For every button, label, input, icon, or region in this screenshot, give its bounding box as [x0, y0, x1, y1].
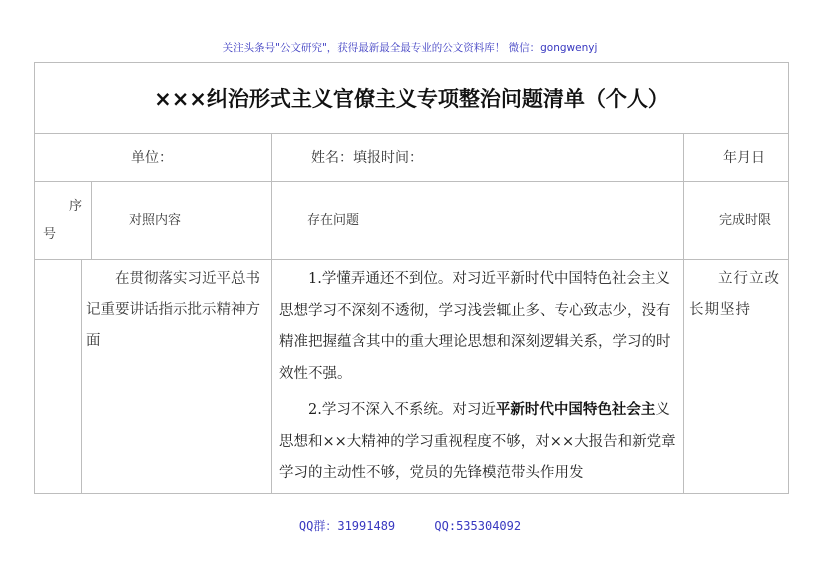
- issue-text-bold: 平新时代中国特色社会主: [495, 401, 656, 418]
- date-label: 年月日: [723, 150, 765, 166]
- issues-header: 存在问题: [307, 213, 360, 228]
- footer-contact: [0, 517, 820, 534]
- issue-item: [279, 394, 681, 490]
- issue-text: 2.学习不深入不系统。对习近: [308, 402, 496, 418]
- issue-text: 义思想和××大精神的学习重视程度不够，对××大报告和新党章学习的主动性不够，党员的先锋模范带头作用发: [279, 402, 676, 481]
- qq-number: QQ:535304092: [434, 519, 522, 533]
- col-divider: [683, 133, 684, 494]
- col-divider: [81, 259, 82, 494]
- compare-header: 对照内容: [129, 213, 182, 228]
- header-note: 关注头条号"公文研究"，获得最新最全最专业的公文资料库！ 微信：gongwenyj: [222, 42, 598, 54]
- col-divider: [271, 133, 272, 494]
- seq-header-bottom: 号: [43, 227, 57, 242]
- seq-header-top: 序: [69, 199, 83, 214]
- issue-item: 1.学懂弄通还不到位。对习近平新时代中国特色社会主义思想学习不深刻不透彻，学习浅尝辄止多、专心致志少，没有精准把握蕴含其中的重大理论思想和深刻逻辑关系，学习的时效性不强。: [279, 271, 671, 382]
- unit-label: 单位：: [131, 150, 173, 166]
- compare-content: 在贯彻落实习近平总书记重要讲话指示批示精神方面: [86, 271, 260, 349]
- col-divider: [91, 181, 92, 259]
- deadline-content: 立行立改长期坚持: [689, 271, 780, 318]
- deadline-header: 完成时限: [719, 213, 772, 228]
- document-title: ×××纠治形式主义官僚主义专项整治问题清单（个人）: [35, 63, 788, 134]
- qq-group: QQ群：31991489: [298, 519, 396, 533]
- name-time-label: 姓名：填报时间：: [311, 150, 423, 166]
- issues-content: [279, 264, 681, 492]
- row-divider: [35, 259, 788, 260]
- row-divider: [35, 181, 788, 182]
